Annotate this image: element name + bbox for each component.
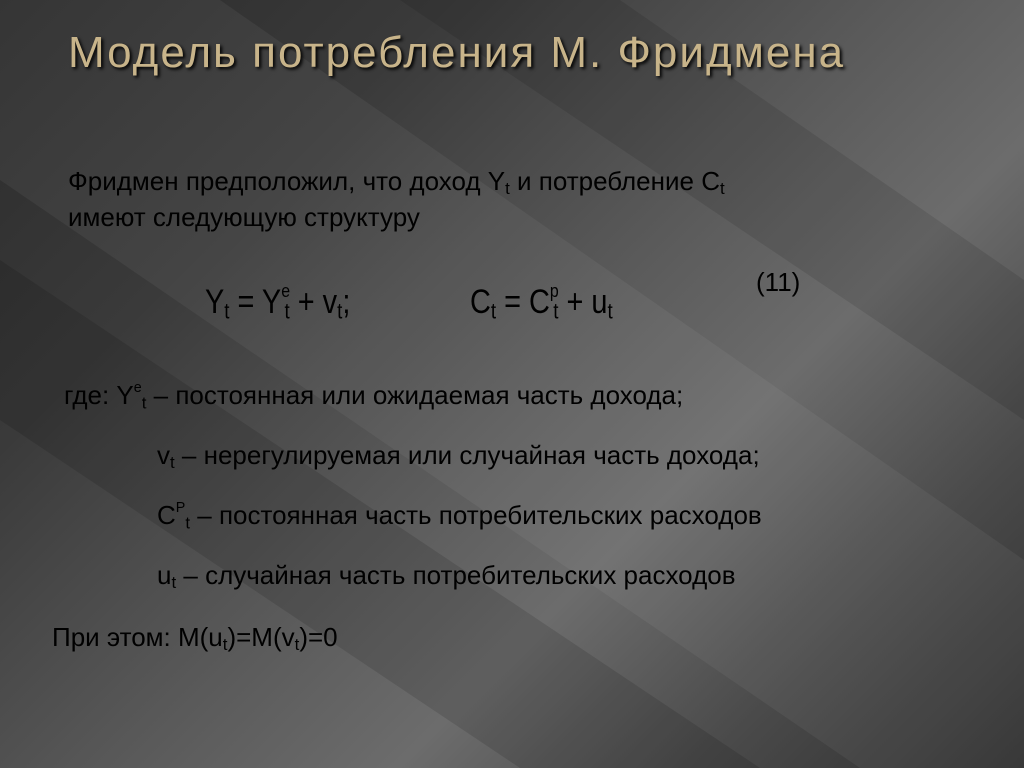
intro-line-1: Фридмен предположил, что доход $Y_t$ и потребление $C_t$ <box>68 166 725 199</box>
definition-transitory-consumption: $u_t$ – случайная часть потребительских расходов <box>157 560 736 593</box>
equation-number: (11) <box>756 267 801 297</box>
definition-permanent-consumption: $C^P_t$ – постоянная часть потребительских расходов <box>157 500 762 533</box>
formula-income: $Y_t = Y^e_t + v_t$; <box>205 280 351 324</box>
slide-title: Модель потребления М. Фридмена <box>68 28 846 77</box>
intro-line-2: имеют следующую структуру <box>68 202 420 232</box>
definition-transitory-income: $v_t$ – нерегулируемая или случайная часть дохода; <box>157 440 760 473</box>
definition-permanent-income: где: $Y^e_t$ – постоянная или ожидаемая часть дохода; <box>64 380 684 413</box>
condition-line: При этом: $M(u_t)=M(v_t)=0$ <box>52 622 338 655</box>
formula-consumption: $C_t = C^p_t + u_t$ <box>470 280 613 324</box>
